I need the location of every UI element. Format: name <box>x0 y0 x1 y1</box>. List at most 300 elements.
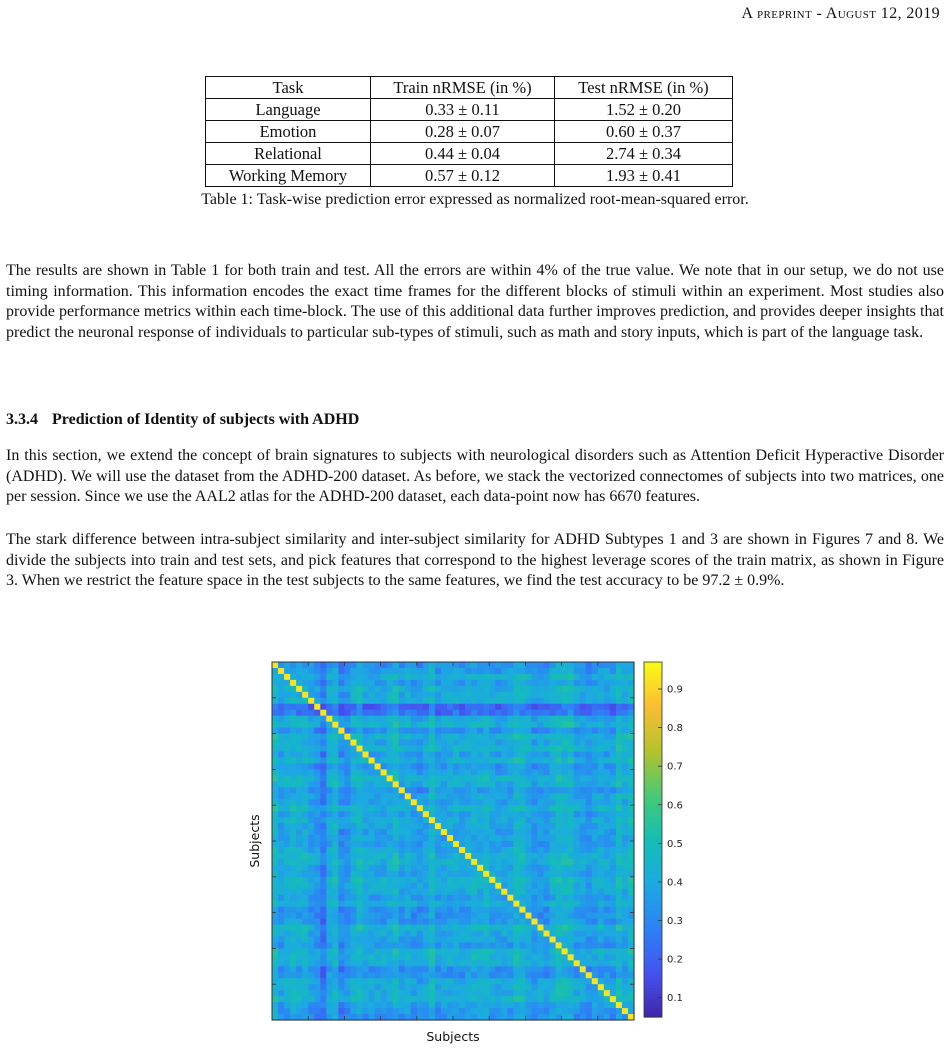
heatmap-cell <box>604 781 611 788</box>
heatmap-cell <box>381 901 388 908</box>
heatmap-cell <box>537 948 544 955</box>
heatmap-cell <box>604 752 611 759</box>
heatmap-cell <box>369 710 376 717</box>
heatmap-cell <box>369 1002 376 1009</box>
heatmap-cell <box>610 960 617 967</box>
heatmap-cell <box>622 746 629 753</box>
heatmap-cell <box>435 793 442 800</box>
heatmap-cell <box>284 841 291 848</box>
heatmap-cell <box>350 734 357 741</box>
heatmap-cell <box>393 716 400 723</box>
table-cell: 0.44 ± 0.04 <box>371 143 555 165</box>
heatmap-cell <box>459 889 466 896</box>
heatmap-cell <box>350 1008 357 1015</box>
heatmap-cell <box>393 817 400 824</box>
heatmap-cell <box>441 692 448 699</box>
heatmap-cell <box>556 835 563 842</box>
heatmap-cell <box>332 823 339 830</box>
heatmap-cell <box>562 954 569 961</box>
heatmap-cell <box>429 722 436 729</box>
heatmap-cell <box>465 865 472 872</box>
heatmap-cell <box>399 931 406 938</box>
heatmap-cell <box>350 931 357 938</box>
heatmap-cell <box>429 978 436 985</box>
heatmap-cell <box>622 734 629 741</box>
heatmap-cell <box>338 1002 345 1009</box>
heatmap-cell <box>622 817 629 824</box>
heatmap-cell <box>501 757 508 764</box>
heatmap-cell <box>556 799 563 806</box>
heatmap-cell <box>308 823 315 830</box>
heatmap-cell <box>592 722 599 729</box>
heatmap-cell <box>296 901 303 908</box>
heatmap-cell <box>465 978 472 985</box>
heatmap-cell <box>278 662 285 669</box>
heatmap-cell <box>387 853 394 860</box>
heatmap-cell <box>423 847 430 854</box>
heatmap-cell <box>574 793 581 800</box>
heatmap-cell <box>332 811 339 818</box>
heatmap-cell <box>290 710 297 717</box>
heatmap-cell <box>513 722 520 729</box>
heatmap-cell <box>501 680 508 687</box>
heatmap-cell <box>344 716 351 723</box>
heatmap-cell <box>344 901 351 908</box>
heatmap-cell <box>616 865 623 872</box>
heatmap-cell <box>598 722 605 729</box>
heatmap-cell <box>531 859 538 866</box>
heatmap-cell <box>387 871 394 878</box>
heatmap-cell <box>332 883 339 890</box>
heatmap-cell <box>405 883 412 890</box>
heatmap-cell <box>483 925 490 932</box>
heatmap-cell <box>399 704 406 711</box>
heatmap-cell <box>483 692 490 699</box>
heatmap-cell <box>308 829 315 836</box>
heatmap-cell <box>320 865 327 872</box>
heatmap-cell <box>544 698 551 705</box>
heatmap-cell <box>326 734 333 741</box>
heatmap-cell <box>272 793 279 800</box>
heatmap-cell <box>519 871 526 878</box>
heatmap-cell <box>447 919 454 926</box>
heatmap-cell <box>302 954 309 961</box>
heatmap-cell <box>592 996 599 1003</box>
heatmap-cell <box>387 787 394 794</box>
heatmap-cell <box>429 668 436 675</box>
heatmap-cell <box>290 978 297 985</box>
heatmap-cell <box>616 835 623 842</box>
heatmap-cell <box>616 877 623 884</box>
heatmap-cell <box>447 805 454 812</box>
heatmap-cell <box>519 746 526 753</box>
heatmap-cell <box>580 907 587 914</box>
heatmap-cell <box>399 662 406 669</box>
heatmap-cell <box>580 889 587 896</box>
heatmap-cell <box>562 698 569 705</box>
heatmap-cell <box>568 960 575 967</box>
heatmap-cell <box>501 668 508 675</box>
heatmap-cell <box>562 787 569 794</box>
heatmap-cell <box>320 978 327 985</box>
heatmap-cell <box>586 728 593 735</box>
heatmap-cell <box>453 811 460 818</box>
heatmap-cell <box>465 919 472 926</box>
heatmap-cell <box>387 990 394 997</box>
heatmap-cell <box>537 871 544 878</box>
heatmap-cell <box>483 728 490 735</box>
heatmap-cell <box>423 746 430 753</box>
heatmap-cell <box>302 859 309 866</box>
heatmap-cell <box>387 674 394 681</box>
heatmap-cell <box>393 948 400 955</box>
heatmap-cell <box>417 936 424 943</box>
heatmap-cell <box>338 942 345 949</box>
heatmap-cell <box>586 919 593 926</box>
heatmap-cell <box>284 746 291 753</box>
heatmap-cell <box>544 841 551 848</box>
heatmap-cell <box>453 805 460 812</box>
heatmap-cell <box>519 680 526 687</box>
heatmap-cell <box>441 984 448 991</box>
heatmap-cell <box>610 757 617 764</box>
heatmap-cell <box>308 805 315 812</box>
heatmap-cell <box>369 865 376 872</box>
heatmap-cell <box>550 871 557 878</box>
heatmap-cell <box>363 889 370 896</box>
heatmap-cell <box>598 710 605 717</box>
heatmap-cell <box>592 877 599 884</box>
heatmap-cell <box>544 853 551 860</box>
heatmap-cell <box>356 847 363 854</box>
heatmap-cell <box>483 1008 490 1015</box>
heatmap-cell <box>320 704 327 711</box>
heatmap-cell <box>507 859 514 866</box>
heatmap-cell <box>483 942 490 949</box>
heatmap-cell <box>411 710 418 717</box>
heatmap-cell <box>272 698 279 705</box>
heatmap-cell <box>531 1008 538 1015</box>
heatmap-cell <box>477 895 484 902</box>
heatmap-cell <box>320 954 327 961</box>
heatmap-diagonal-cell <box>272 662 279 669</box>
heatmap-cell <box>411 978 418 985</box>
heatmap-cell <box>387 781 394 788</box>
heatmap-cell <box>411 913 418 920</box>
heatmap-cell <box>459 883 466 890</box>
heatmap-cell <box>562 966 569 973</box>
heatmap-cell <box>525 948 532 955</box>
heatmap-cell <box>477 710 484 717</box>
heatmap-cell <box>562 829 569 836</box>
heatmap-cells <box>272 662 635 1021</box>
heatmap-cell <box>525 841 532 848</box>
heatmap-cell <box>387 668 394 675</box>
heatmap-cell <box>477 948 484 955</box>
heatmap-cell <box>314 680 321 687</box>
heatmap-cell <box>272 1002 279 1009</box>
heatmap-cell <box>471 704 478 711</box>
heatmap-cell <box>580 942 587 949</box>
heatmap-cell <box>423 769 430 776</box>
heatmap-cell <box>429 919 436 926</box>
heatmap-cell <box>616 787 623 794</box>
heatmap-cell <box>574 847 581 854</box>
heatmap-cell <box>453 775 460 782</box>
heatmap-cell <box>290 990 297 997</box>
heatmap-cell <box>513 931 520 938</box>
heatmap-cell <box>350 746 357 753</box>
heatmap-cell <box>598 728 605 735</box>
heatmap-cell <box>272 883 279 890</box>
heatmap-cell <box>338 853 345 860</box>
heatmap-cell <box>296 829 303 836</box>
heatmap-cell <box>477 972 484 979</box>
heatmap-cell <box>604 853 611 860</box>
heatmap-cell <box>622 752 629 759</box>
heatmap-cell <box>489 740 496 747</box>
heatmap-cell <box>278 793 285 800</box>
heatmap-cell <box>556 769 563 776</box>
heatmap-cell <box>411 936 418 943</box>
heatmap-cell <box>501 686 508 693</box>
heatmap-cell <box>320 895 327 902</box>
heatmap-cell <box>562 680 569 687</box>
heatmap-cell <box>574 942 581 949</box>
heatmap-cell <box>568 835 575 842</box>
heatmap-cell <box>525 942 532 949</box>
heatmap-cell <box>441 811 448 818</box>
heatmap-cell <box>622 936 629 943</box>
heatmap-cell <box>435 853 442 860</box>
heatmap-cell <box>495 674 502 681</box>
heatmap-cell <box>592 936 599 943</box>
heatmap-cell <box>586 1008 593 1015</box>
heatmap-cell <box>387 931 394 938</box>
heatmap-cell <box>616 972 623 979</box>
heatmap-cell <box>483 877 490 884</box>
heatmap-cell <box>550 680 557 687</box>
heatmap-cell <box>598 829 605 836</box>
heatmap-cell <box>544 757 551 764</box>
heatmap-cell <box>314 817 321 824</box>
heatmap-cell <box>308 972 315 979</box>
heatmap-cell <box>302 775 309 782</box>
heatmap-cell <box>453 763 460 770</box>
heatmap-cell <box>507 710 514 717</box>
heatmap-cell <box>507 889 514 896</box>
heatmap-cell <box>435 871 442 878</box>
heatmap-cell <box>453 877 460 884</box>
heatmap-cell <box>483 984 490 991</box>
heatmap-cell <box>471 746 478 753</box>
heatmap-cell <box>375 1008 382 1015</box>
heatmap-cell <box>296 1008 303 1015</box>
heatmap-cell <box>399 722 406 729</box>
heatmap-cell <box>525 996 532 1003</box>
heatmap-cell <box>447 817 454 824</box>
heatmap-cell <box>604 787 611 794</box>
heatmap-cell <box>495 740 502 747</box>
heatmap-cell <box>477 728 484 735</box>
heatmap-cell <box>423 722 430 729</box>
heatmap-cell <box>586 692 593 699</box>
heatmap-cell <box>616 954 623 961</box>
heatmap-cell <box>375 668 382 675</box>
heatmap-cell <box>344 853 351 860</box>
heatmap-cell <box>290 781 297 788</box>
heatmap-cell <box>465 931 472 938</box>
heatmap-cell <box>411 948 418 955</box>
heatmap-cell <box>363 811 370 818</box>
heatmap-cell <box>314 948 321 955</box>
heatmap-cell <box>604 865 611 872</box>
heatmap-cell <box>447 895 454 902</box>
heatmap-cell <box>489 889 496 896</box>
heatmap-cell <box>326 680 333 687</box>
heatmap-cell <box>616 1008 623 1015</box>
heatmap-cell <box>531 734 538 741</box>
heatmap-cell <box>556 871 563 878</box>
heatmap-cell <box>381 805 388 812</box>
heatmap-cell <box>369 936 376 943</box>
heatmap-cell <box>495 966 502 973</box>
heatmap-cell <box>604 895 611 902</box>
heatmap-cell <box>507 686 514 693</box>
heatmap-cell <box>417 781 424 788</box>
heatmap-cell <box>592 948 599 955</box>
heatmap-cell <box>622 787 629 794</box>
heatmap-cell <box>495 775 502 782</box>
heatmap-cell <box>441 883 448 890</box>
heatmap-cell <box>284 936 291 943</box>
heatmap-cell <box>369 722 376 729</box>
heatmap-cell <box>320 960 327 967</box>
heatmap-cell <box>356 811 363 818</box>
heatmap-cell <box>574 811 581 818</box>
heatmap-cell <box>405 954 412 961</box>
heatmap-cell <box>556 710 563 717</box>
heatmap-cell <box>622 871 629 878</box>
heatmap-cell <box>435 948 442 955</box>
heatmap-cell <box>477 769 484 776</box>
heatmap-cell <box>622 1002 629 1009</box>
heatmap-cell <box>381 954 388 961</box>
heatmap-cell <box>544 734 551 741</box>
section-title: Prediction of Identity of subjects with ADHD <box>52 411 360 428</box>
heatmap-cell <box>495 948 502 955</box>
heatmap-cell <box>531 763 538 770</box>
heatmap-cell <box>513 1002 520 1009</box>
heatmap-cell <box>363 835 370 842</box>
heatmap-cell <box>495 710 502 717</box>
heatmap-cell <box>356 835 363 842</box>
heatmap-cell <box>302 895 309 902</box>
heatmap-cell <box>308 954 315 961</box>
heatmap-cell <box>507 668 514 675</box>
heatmap-cell <box>296 662 303 669</box>
heatmap-cell <box>375 722 382 729</box>
heatmap-cell <box>393 931 400 938</box>
heatmap-cell <box>519 972 526 979</box>
heatmap-cell <box>574 954 581 961</box>
heatmap-cell <box>399 829 406 836</box>
heatmap-cell <box>405 769 412 776</box>
heatmap-cell <box>399 752 406 759</box>
heatmap-cell <box>477 835 484 842</box>
heatmap-cell <box>272 674 279 681</box>
heatmap-cell <box>272 960 279 967</box>
heatmap-cell <box>598 1008 605 1015</box>
heatmap-cell <box>537 674 544 681</box>
heatmap-cell <box>272 859 279 866</box>
heatmap-cell <box>381 996 388 1003</box>
heatmap-cell <box>278 960 285 967</box>
heatmap-cell <box>477 793 484 800</box>
heatmap-cell <box>290 954 297 961</box>
heatmap-cell <box>387 817 394 824</box>
heatmap-cell <box>302 901 309 908</box>
heatmap-cell <box>393 805 400 812</box>
heatmap-cell <box>537 799 544 806</box>
heatmap-cell <box>501 734 508 741</box>
heatmap-cell <box>616 936 623 943</box>
heatmap-cell <box>320 829 327 836</box>
heatmap-cell <box>507 740 514 747</box>
heatmap-cell <box>381 740 388 747</box>
heatmap-cell <box>290 936 297 943</box>
heatmap-cell <box>296 835 303 842</box>
heatmap-cell <box>429 1008 436 1015</box>
heatmap-cell <box>369 775 376 782</box>
heatmap-cell <box>453 668 460 675</box>
heatmap-cell <box>598 865 605 872</box>
heatmap-diagonal-cell <box>483 871 490 878</box>
heatmap-cell <box>453 680 460 687</box>
heatmap-cell <box>459 775 466 782</box>
heatmap-cell <box>501 871 508 878</box>
heatmap-cell <box>537 728 544 735</box>
heatmap-cell <box>550 853 557 860</box>
heatmap-cell <box>302 757 309 764</box>
heatmap-cell <box>453 901 460 908</box>
heatmap-cell <box>411 686 418 693</box>
heatmap-cell <box>338 948 345 955</box>
heatmap-cell <box>369 781 376 788</box>
heatmap-cell <box>393 984 400 991</box>
heatmap-cell <box>447 972 454 979</box>
heatmap-cell <box>622 781 629 788</box>
heatmap-cell <box>622 966 629 973</box>
heatmap-cell <box>489 847 496 854</box>
heatmap-cell <box>556 847 563 854</box>
heatmap-cell <box>284 1008 291 1015</box>
heatmap-cell <box>544 728 551 735</box>
heatmap-cell <box>471 966 478 973</box>
heatmap-cell <box>272 734 279 741</box>
heatmap-cell <box>363 775 370 782</box>
heatmap-cell <box>598 931 605 938</box>
heatmap-cell <box>405 716 412 723</box>
heatmap-cell <box>296 996 303 1003</box>
heatmap-cell <box>320 734 327 741</box>
heatmap-cell <box>363 907 370 914</box>
heatmap-cell <box>592 931 599 938</box>
heatmap-cell <box>580 901 587 908</box>
heatmap-cell <box>387 919 394 926</box>
heatmap-cell <box>622 907 629 914</box>
heatmap-cell <box>622 799 629 806</box>
